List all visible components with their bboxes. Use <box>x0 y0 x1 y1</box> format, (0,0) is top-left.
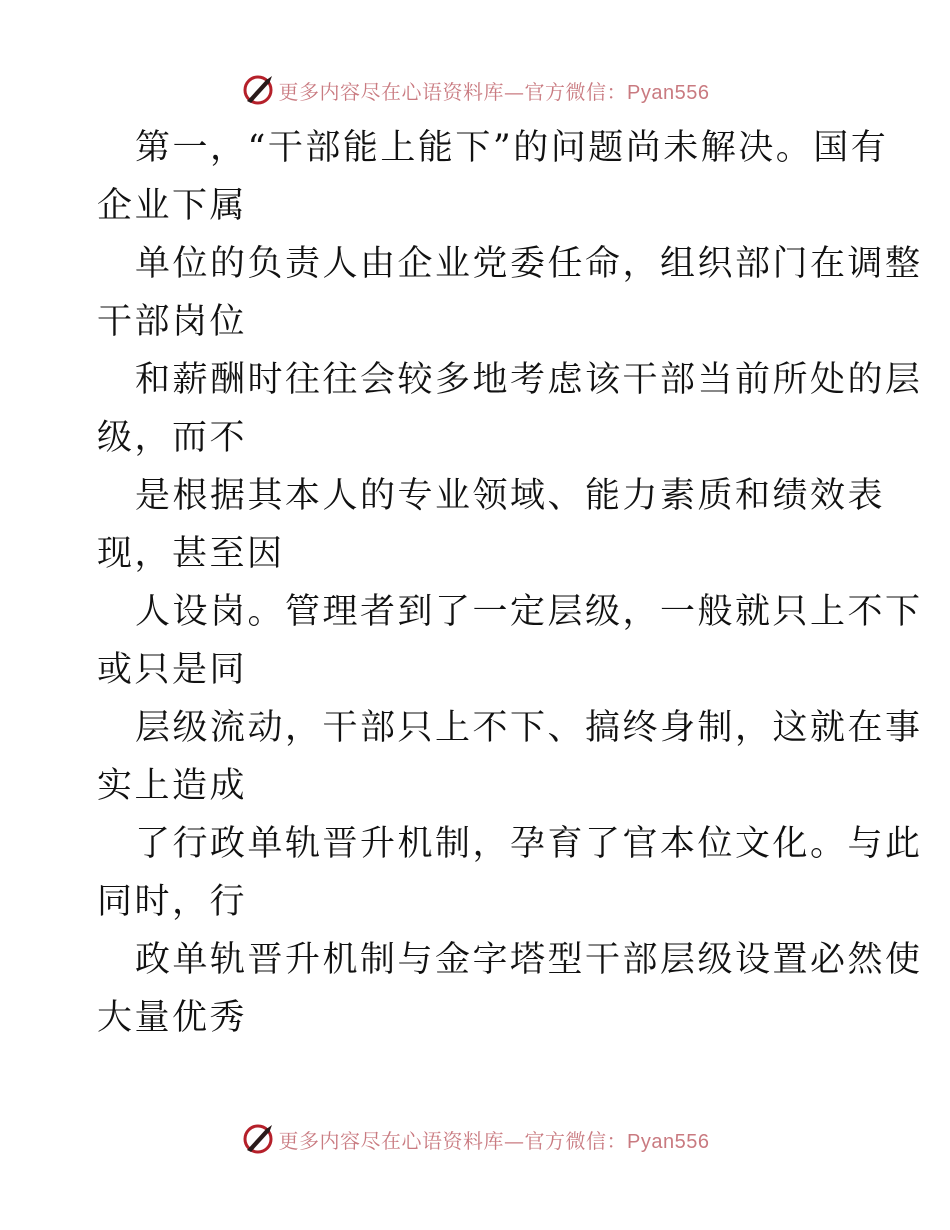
paragraph-line: 实上造成 <box>97 766 248 806</box>
footer-text: 更多内容尽在心语资料库—官方微信：Pyan556 <box>278 1128 710 1153</box>
paragraph-line: 了行政单轨晋升机制，孕育了官本位文化。与此 <box>135 824 923 864</box>
paragraph <box>97 931 923 1047</box>
paragraph <box>97 583 923 699</box>
paragraph-line: 级，而不 <box>97 418 248 458</box>
header-watermark <box>0 70 950 110</box>
quill-pen-logo-icon <box>241 73 275 107</box>
paragraph-line: 现，甚至因 <box>97 534 285 574</box>
header-text: 更多内容尽在心语资料库—官方微信：Pyan556 <box>278 79 710 104</box>
paragraph <box>97 351 923 467</box>
paragraph-line: 同时，行 <box>97 882 248 922</box>
paragraph-line: 政单轨晋升机制与金字塔型干部层级设置必然使 <box>135 940 923 980</box>
paragraph-line: 和薪酬时往往会较多地考虑该干部当前所处的层 <box>135 360 923 400</box>
quill-pen-logo-icon <box>241 1122 275 1156</box>
paragraph <box>97 235 923 351</box>
document-body <box>97 119 923 1047</box>
paragraph-line: 单位的负责人由企业党委任命，组织部门在调整 <box>135 244 923 284</box>
paragraph-line: 干部岗位 <box>97 302 248 342</box>
paragraph <box>97 467 886 583</box>
paragraph <box>97 699 923 815</box>
wechat-id: Pyan556 <box>627 81 710 104</box>
footer-watermark <box>0 1119 950 1159</box>
paragraph-line: 大量优秀 <box>97 998 248 1038</box>
wechat-id: Pyan556 <box>627 1130 710 1153</box>
paragraph-line: 是根据其本人的专业领域、能力素质和绩效表 <box>135 476 886 516</box>
paragraph-line: 第一，“干部能上能下”的问题尚未解决。国有 <box>135 128 889 168</box>
paragraph-line: 人设岗。管理者到了一定层级，一般就只上不下 <box>135 592 923 632</box>
paragraph-line: 或只是同 <box>97 650 248 690</box>
paragraph <box>97 119 889 235</box>
paragraph-line: 层级流动，干部只上不下、搞终身制，这就在事 <box>135 708 923 748</box>
paragraph <box>97 815 923 931</box>
paragraph-line: 企业下属 <box>97 186 248 226</box>
